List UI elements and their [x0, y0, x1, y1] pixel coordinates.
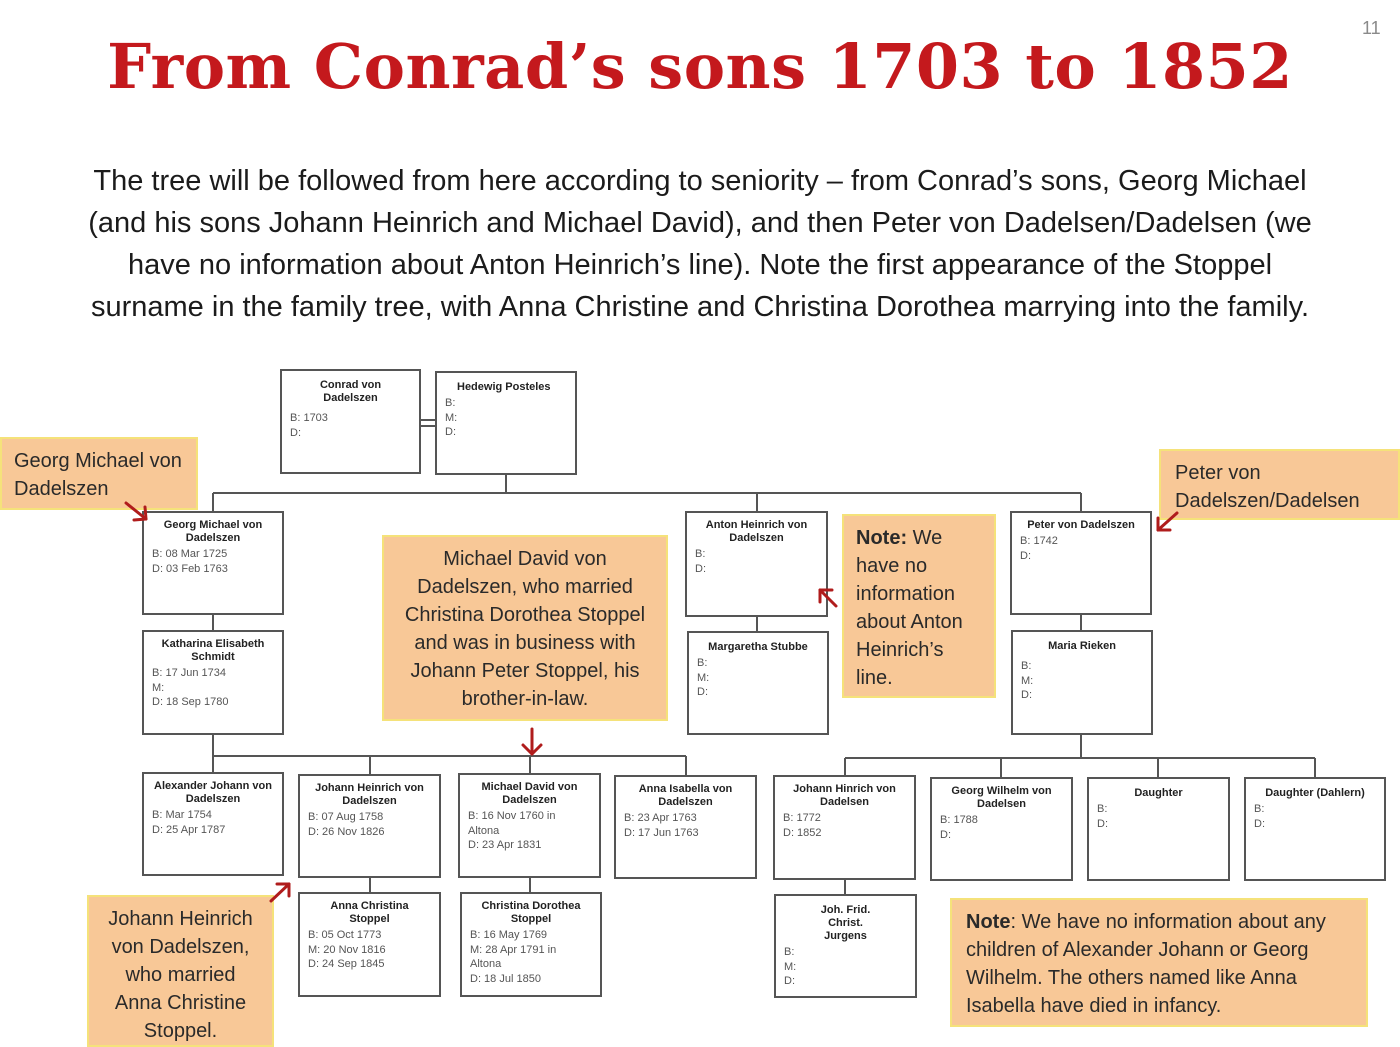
person-name: Anna Isabella von Dadelszen: [638, 783, 733, 808]
person-detail: B:: [695, 548, 706, 560]
callout-text: Michael David von Dadelszen, who married Christina Dorothea Stoppel and was in business with Johann Peter Stoppel, his brother-in-law.: [404, 548, 646, 710]
person-detail: D: 26 Nov 1826: [308, 825, 385, 838]
person-name: Johann Hinrich von Dadelsen: [793, 783, 896, 808]
callout-georg-michael: [0, 437, 198, 510]
person-detail: B: 1772: [783, 812, 821, 824]
person-detail: M: 20 Nov 1816: [308, 943, 386, 956]
person-georg-wilhelm: [930, 777, 1073, 881]
note-label: Note:: [856, 527, 908, 549]
person-detail: M: 28 Apr 1791 in Altona: [470, 943, 557, 970]
person-name: Katharina Elisabeth Schmidt: [161, 638, 265, 663]
intro-paragraph: [10, 160, 1390, 328]
callout-text: : We have no information about any children of Alexander Johann or Georg Wilhelm. The others named like Anna Isabella have died in infancy.: [966, 911, 1326, 1017]
person-name: Anton Heinrich von Dadelszen: [705, 519, 808, 544]
callout-text: We have no information about Anton Heinrich’s line.: [856, 527, 963, 689]
callout-text: Johann Heinrich von Dadelszen, who married Anna Christine Stoppel.: [108, 908, 253, 1042]
person-alexander: [142, 772, 284, 876]
person-name: Daughter (Dahlern): [1265, 787, 1365, 799]
person-detail: D:: [940, 828, 951, 841]
callout-michael-david: [382, 535, 668, 721]
person-margaretha: [687, 631, 829, 735]
person-michael-david: [458, 773, 601, 878]
note-label: Note: [966, 911, 1011, 933]
person-detail: B: 07 Aug 1758: [308, 811, 384, 823]
person-detail: D:: [1254, 817, 1265, 830]
callout-text: Peter von Dadelszen/Dadelsen: [1175, 462, 1360, 512]
person-detail: B:: [1254, 803, 1265, 815]
person-daughter: [1087, 777, 1230, 881]
person-detail: B:: [1097, 803, 1108, 815]
person-name: Peter von Dadelszen: [1027, 519, 1135, 531]
person-detail: D: 03 Feb 1763: [152, 562, 228, 575]
person-detail: D:: [1021, 689, 1032, 701]
person-anton-heinrich: [685, 511, 828, 617]
callout-johann-heinrich: [87, 895, 274, 1047]
person-detail: B: 1742: [1020, 535, 1058, 547]
person-detail: D:: [784, 975, 795, 987]
person-detail: M:: [1021, 674, 1034, 687]
person-johann-hinrich: [773, 775, 916, 880]
person-daughter-dahlern: [1244, 777, 1386, 881]
person-joh-frid: [774, 894, 917, 998]
intro-line: surname in the family tree, with Anna Christine and Christina Dorothea marrying into the family.: [90, 291, 1309, 323]
person-name: Alexander Johann von Dadelszen: [154, 780, 272, 805]
person-detail: B: 17 Jun 1734: [152, 667, 227, 679]
arrow-to-michael-david-icon: [523, 729, 541, 754]
person-detail: M:: [152, 681, 165, 694]
person-detail: D:: [1020, 549, 1031, 562]
person-anna-isabella: [614, 775, 757, 879]
person-detail: D: 23 Apr 1831: [468, 839, 542, 851]
person-detail: B: 16 Nov 1760 in Altona: [468, 810, 556, 837]
person-detail: B: 23 Apr 1763: [624, 812, 697, 824]
person-detail: D: 18 Jul 1850: [470, 972, 541, 985]
person-detail: B:: [784, 946, 795, 958]
person-name: Daughter: [1134, 787, 1183, 799]
person-detail: D: 18 Sep 1780: [152, 696, 229, 708]
person-detail: D: 24 Sep 1845: [308, 958, 385, 970]
person-detail: D:: [1097, 817, 1108, 830]
callout-anton-note: [842, 514, 996, 698]
person-katharina: [142, 630, 284, 735]
intro-line: (and his sons Johann Heinrich and Michael David), and then Peter von Dadelsen/Dadelsen (we: [88, 207, 1312, 239]
intro-line: have no information about Anton Heinrich’s line). Note the first appearance of the Stoppel: [127, 249, 1273, 281]
callout-bottom-note: [950, 898, 1368, 1027]
person-name: Joh. Frid. Christ. Jurgens: [820, 904, 871, 942]
person-detail: B:: [1021, 660, 1032, 672]
person-detail: M:: [697, 671, 710, 684]
person-detail: D: 25 Apr 1787: [152, 823, 226, 836]
person-name: Michael David von Dadelszen: [481, 781, 578, 806]
callout-text: Georg Michael von Dadelszen: [14, 450, 182, 500]
person-detail: B: 1788: [940, 814, 978, 826]
person-detail: D:: [445, 426, 456, 438]
person-detail: B: 05 Oct 1773: [308, 929, 382, 941]
person-detail: M:: [784, 960, 797, 973]
person-peter: [1010, 511, 1152, 615]
person-name: Christina Dorothea Stoppel: [481, 900, 581, 925]
person-hedewig: [435, 371, 577, 475]
person-detail: D: 1852: [783, 826, 822, 839]
person-detail: B:: [697, 657, 708, 669]
person-detail: B: 16 May 1769: [470, 929, 548, 941]
person-detail: D:: [290, 426, 301, 439]
person-name: Johann Heinrich von Dadelszen: [315, 782, 424, 807]
person-maria: [1011, 630, 1153, 735]
person-detail: B: 08 Mar 1725: [152, 548, 228, 560]
person-anna-christina: [298, 892, 441, 997]
slide-title: From Conrad’s sons 1703 to 1852: [107, 30, 1293, 103]
person-christina-dorothea: [460, 892, 602, 997]
person-johann-heinrich: [298, 774, 441, 878]
person-detail: B:: [445, 397, 456, 409]
person-detail: B: Mar 1754: [152, 809, 212, 821]
person-georg-michael: [142, 511, 284, 615]
person-conrad: [280, 369, 421, 474]
person-detail: D:: [697, 686, 708, 698]
person-detail: M:: [445, 411, 458, 424]
person-name: Anna Christina Stoppel: [330, 900, 409, 925]
person-name: Georg Wilhelm von Dadelsen: [951, 785, 1052, 810]
intro-line: The tree will be followed from here according to seniority – from Conrad’s sons, Georg Michael: [93, 165, 1307, 197]
page-number: 11: [1362, 18, 1381, 38]
person-detail: D:: [695, 562, 706, 575]
callout-peter: [1159, 449, 1400, 520]
person-name: Georg Michael von Dadelszen: [163, 519, 263, 544]
person-name: Maria Rieken: [1048, 640, 1116, 652]
person-name: Conrad von Dadelszen: [319, 379, 382, 404]
person-name: Hedewig Posteles: [457, 381, 551, 393]
person-detail: D: 17 Jun 1763: [624, 826, 699, 839]
person-detail: B: 1703: [290, 412, 328, 424]
person-name: Margaretha Stubbe: [708, 641, 808, 653]
